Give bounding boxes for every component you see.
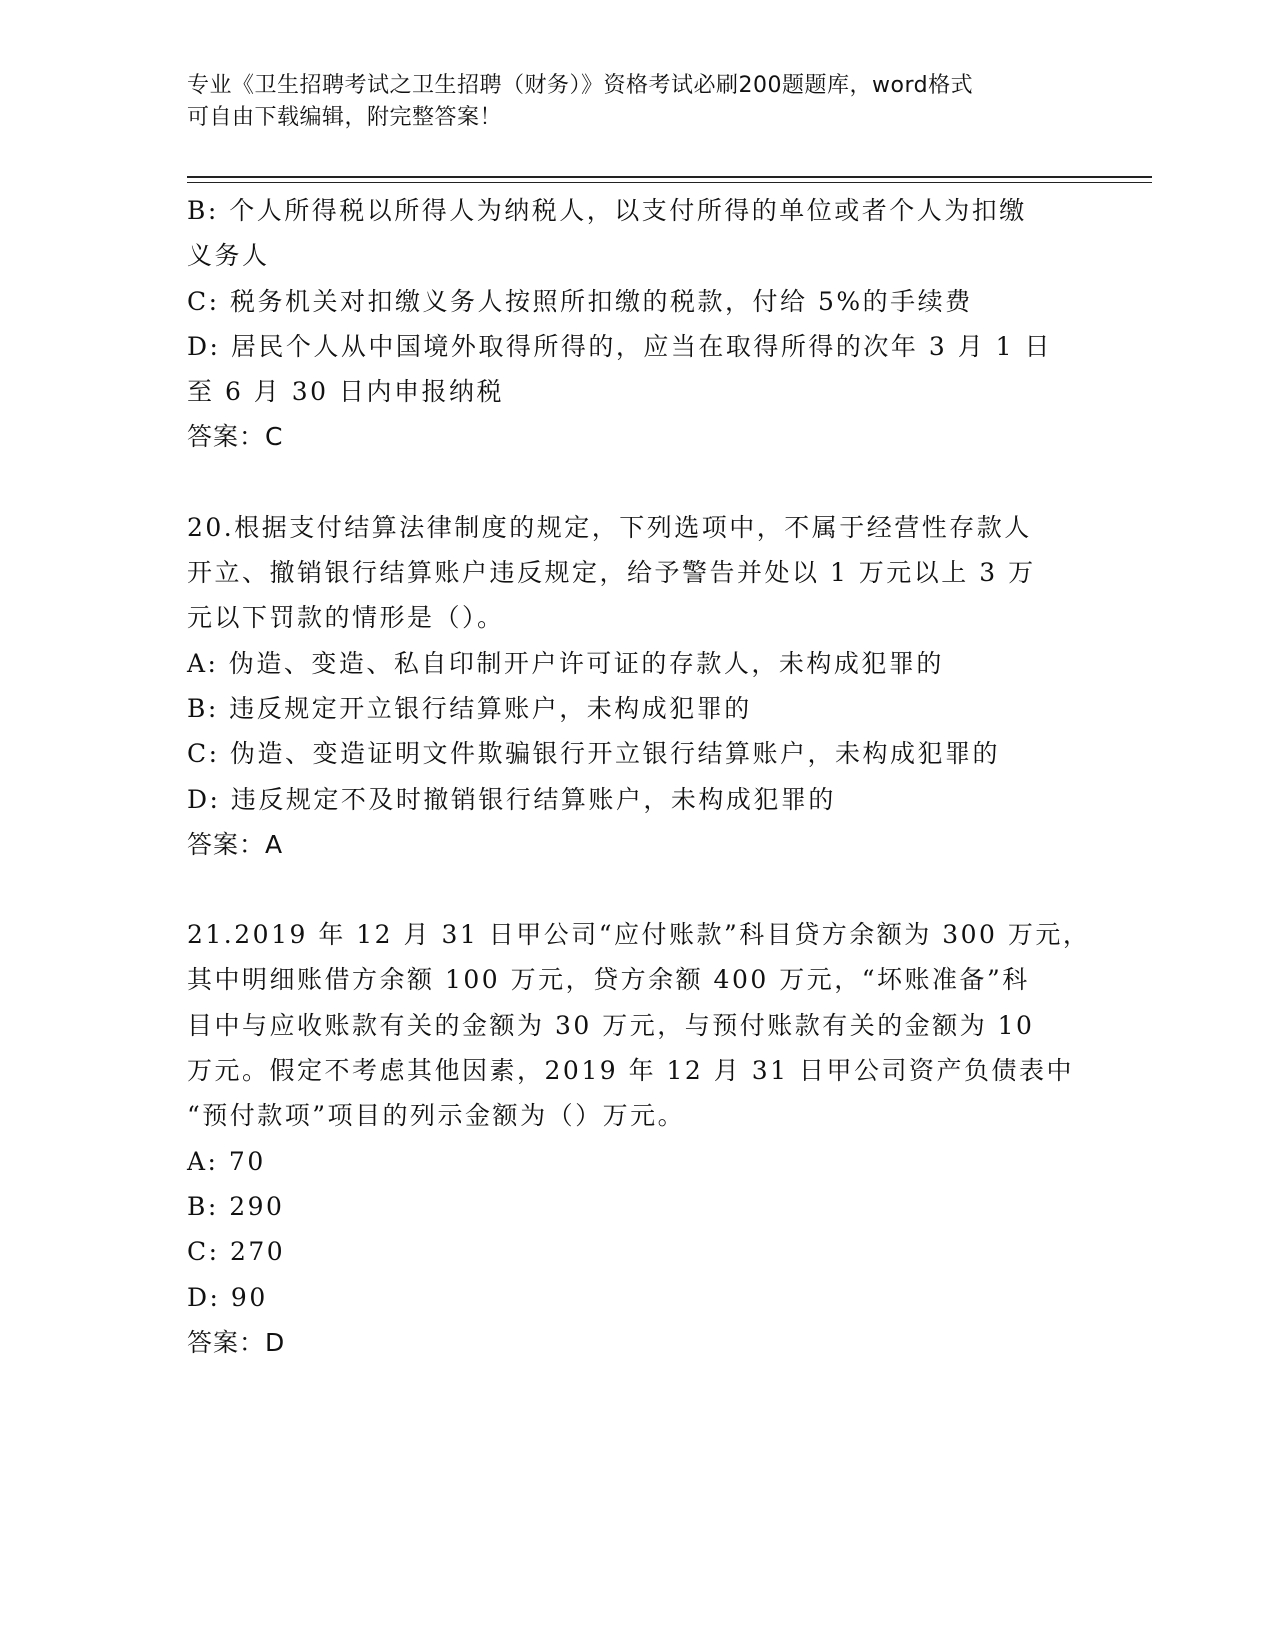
question-21 [187,912,1091,1365]
option-c: C: 伪造、变造证明文件欺骗银行开立银行结算账户，未构成犯罪的 [187,739,1001,769]
question-stem-line-2: 开立、撤销银行结算账户违反规定，给予警告并处以 1 万元以上 3 万 [187,558,1036,588]
question-20 [187,505,1067,867]
option-b: B: 违反规定开立银行结算账户，未构成犯罪的 [187,693,752,723]
question-stem-line-1: 20.根据支付结算法律制度的规定，下列选项中，不属于经营性存款人 [187,512,1032,542]
option-b-line-2: 义务人 [187,241,270,271]
option-b: B: 290 [187,1191,285,1221]
answer: 答案：A [187,829,284,859]
header-divider-thick [187,176,1152,178]
question-stem-line-3: 元以下罚款的情形是（）。 [187,603,505,633]
option-b-line-1: B: 个人所得税以所得人为纳税人，以支付所得的单位或者个人为扣缴 [187,196,1027,225]
option-a: A: 70 [187,1146,266,1176]
question-stem-line-1: 21.2019 年 12 月 31 日甲公司“应付账款”科目贷方余额为 300 万元， [187,920,1091,950]
question-stem-line-5: “预付款项”项目的列示金额为（）万元。 [187,1101,686,1131]
header-line-2: 可自由下载编辑，附完整答案！ [187,105,503,130]
option-d: D: 违反规定不及时撤销银行结算账户，未构成犯罪的 [187,784,836,814]
question-stem-line-4: 万元。假定不考虑其他因素，2019 年 12 月 31 日甲公司资产负债表中 [187,1056,1074,1086]
question-19-continued [187,188,1067,460]
header-line-1: 专业《卫生招聘考试之卫生招聘（财务）》资格考试必刷200题题库，word格式 [187,73,974,98]
option-c: C: 税务机关对扣缴义务人按照所扣缴的税款，付给 5%的手续费 [187,286,973,316]
answer: 答案：D [187,1327,286,1357]
answer: 答案：C [187,422,284,452]
header-divider-thin [187,182,1152,183]
document-header [187,70,1067,134]
spacer [187,867,1067,912]
spacer [187,460,1067,505]
option-d: D: 90 [187,1282,268,1312]
question-stem-line-3: 目中与应收账款有关的金额为 30 万元，与预付账款有关的金额为 10 [187,1010,1035,1040]
option-d-line-2: 至 6 月 30 日内申报纳税 [187,377,505,407]
question-stem-line-2: 其中明细账借方余额 100 万元，贷方余额 400 万元，“坏账准备”科 [187,965,1030,995]
option-c: C: 270 [187,1237,286,1267]
document-body [187,188,1091,1365]
option-a: A: 伪造、变造、私自印制开户许可证的存款人，未构成犯罪的 [187,648,944,678]
option-d-line-1: D: 居民个人从中国境外取得所得的，应当在取得所得的次年 3 月 1 日 [187,331,1053,361]
